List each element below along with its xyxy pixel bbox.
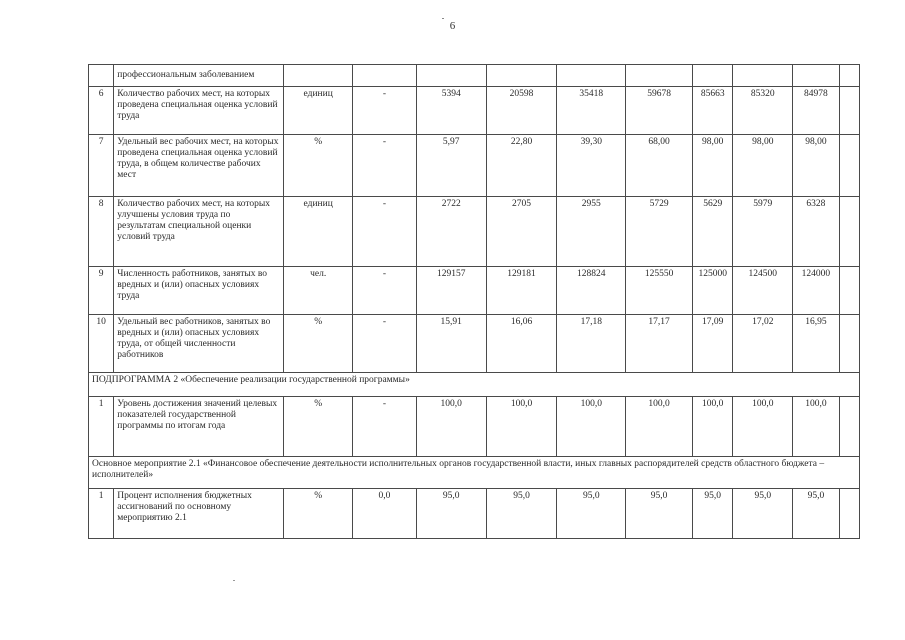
- base-value-cell: -: [353, 197, 417, 267]
- value-cell: 5729: [626, 197, 693, 267]
- indicator-name-cell: Уровень достижения значений целевых показателей государственной программы по итогам года: [114, 397, 284, 457]
- value-cell: 39,30: [557, 135, 626, 197]
- row-number-cell: 9: [89, 267, 114, 315]
- value-cell: 100,0: [793, 397, 840, 457]
- empty-cell: [839, 315, 859, 373]
- row-number-cell: 1: [89, 397, 114, 457]
- base-value-cell: 0,0: [353, 489, 417, 539]
- value-cell: 85320: [733, 87, 793, 135]
- empty-cell: [839, 197, 859, 267]
- value-cell: 17,18: [557, 315, 626, 373]
- table-row: [89, 267, 860, 315]
- base-value-cell: -: [353, 315, 417, 373]
- unit-cell: %: [284, 315, 353, 373]
- row-number-cell: 8: [89, 197, 114, 267]
- base-value-cell: -: [353, 397, 417, 457]
- value-cell: 17,02: [733, 315, 793, 373]
- value-cell: 5629: [692, 197, 732, 267]
- value-cell: 15,91: [416, 315, 486, 373]
- value-cell: 100,0: [626, 397, 693, 457]
- value-cell: 98,00: [733, 135, 793, 197]
- value-cell: 95,0: [733, 489, 793, 539]
- value-cell: 128824: [557, 267, 626, 315]
- value-cell: 5,97: [416, 135, 486, 197]
- empty-cell: [839, 87, 859, 135]
- row-number-cell: 7: [89, 135, 114, 197]
- empty-cell: [839, 267, 859, 315]
- value-cell: 5979: [733, 197, 793, 267]
- base-value-cell: -: [353, 267, 417, 315]
- value-cell: 16,06: [486, 315, 557, 373]
- indicator-name-cell: профессиональным заболеванием: [114, 65, 284, 87]
- value-cell: 100,0: [486, 397, 557, 457]
- empty-cell: [839, 135, 859, 197]
- empty-cell: [839, 489, 859, 539]
- value-cell: 68,00: [626, 135, 693, 197]
- value-cell: 100,0: [733, 397, 793, 457]
- value-cell: 59678: [626, 87, 693, 135]
- section-heading: Основное мероприятие 2.1 «Финансовое обеспечение деятельности исполнительных органов государственной власти, иных главных распорядителей средств областного бюджета – исполнителей»: [89, 457, 860, 489]
- row-number-cell: 1: [89, 489, 114, 539]
- value-cell: 125000: [692, 267, 732, 315]
- value-cell: 95,0: [486, 489, 557, 539]
- value-cell: 6328: [793, 197, 840, 267]
- value-cell: 95,0: [793, 489, 840, 539]
- scan-speck: [233, 580, 235, 581]
- value-cell: 98,00: [793, 135, 840, 197]
- empty-cell: [839, 397, 859, 457]
- table-row: [89, 489, 860, 539]
- section-heading: ПОДПРОГРАММА 2 «Обеспечение реализации государственной программы»: [89, 373, 860, 397]
- scan-speck: [442, 18, 444, 19]
- unit-cell: %: [284, 489, 353, 539]
- value-cell: 35418: [557, 87, 626, 135]
- table-row: [89, 87, 860, 135]
- unit-cell: единиц: [284, 197, 353, 267]
- row-number-cell: 10: [89, 315, 114, 373]
- indicator-name-cell: Количество рабочих мест, на которых улучшены условия труда по результатам специальной оценки условий труда: [114, 197, 284, 267]
- value-cell: 98,00: [692, 135, 732, 197]
- indicator-name-cell: Процент исполнения бюджетных ассигнований по основному мероприятию 2.1: [114, 489, 284, 539]
- indicator-name-cell: Количество рабочих мест, на которых проведена специальная оценка условий труда: [114, 87, 284, 135]
- value-cell: 5394: [416, 87, 486, 135]
- value-cell: 100,0: [557, 397, 626, 457]
- unit-cell: %: [284, 135, 353, 197]
- value-cell: 17,17: [626, 315, 693, 373]
- value-cell: 100,0: [692, 397, 732, 457]
- table-row: [89, 315, 860, 373]
- value-cell: 17,09: [692, 315, 732, 373]
- value-cell: 129157: [416, 267, 486, 315]
- section-heading-row: [89, 457, 860, 489]
- row-number-cell: 6: [89, 87, 114, 135]
- indicator-name-cell: Удельный вес рабочих мест, на которых проведена специальная оценка условий труда, в общем количестве рабочих мест: [114, 135, 284, 197]
- table-row: [89, 135, 860, 197]
- table-row: [89, 197, 860, 267]
- value-cell: 124500: [733, 267, 793, 315]
- table-row: [89, 397, 860, 457]
- unit-cell: чел.: [284, 267, 353, 315]
- indicator-name-cell: Численность работников, занятых во вредных и (или) опасных условиях труда: [114, 267, 284, 315]
- value-cell: 84978: [793, 87, 840, 135]
- base-value-cell: -: [353, 87, 417, 135]
- table-row: [89, 65, 860, 87]
- value-cell: 85663: [692, 87, 732, 135]
- value-cell: 2705: [486, 197, 557, 267]
- value-cell: 95,0: [626, 489, 693, 539]
- value-cell: 124000: [793, 267, 840, 315]
- section-heading-row: [89, 373, 860, 397]
- value-cell: 2722: [416, 197, 486, 267]
- indicators-table: [88, 64, 860, 539]
- value-cell: 95,0: [557, 489, 626, 539]
- unit-cell: %: [284, 397, 353, 457]
- unit-cell: единиц: [284, 87, 353, 135]
- value-cell: 95,0: [416, 489, 486, 539]
- value-cell: 16,95: [793, 315, 840, 373]
- indicator-name-cell: Удельный вес работников, занятых во вредных и (или) опасных условиях труда, от общей численности работников: [114, 315, 284, 373]
- page-number: 6: [449, 20, 456, 32]
- value-cell: 22,80: [486, 135, 557, 197]
- value-cell: 100,0: [416, 397, 486, 457]
- value-cell: 129181: [486, 267, 557, 315]
- base-value-cell: -: [353, 135, 417, 197]
- row-number-cell: [89, 65, 114, 87]
- value-cell: 20598: [486, 87, 557, 135]
- value-cell: 125550: [626, 267, 693, 315]
- value-cell: 2955: [557, 197, 626, 267]
- value-cell: 95,0: [692, 489, 732, 539]
